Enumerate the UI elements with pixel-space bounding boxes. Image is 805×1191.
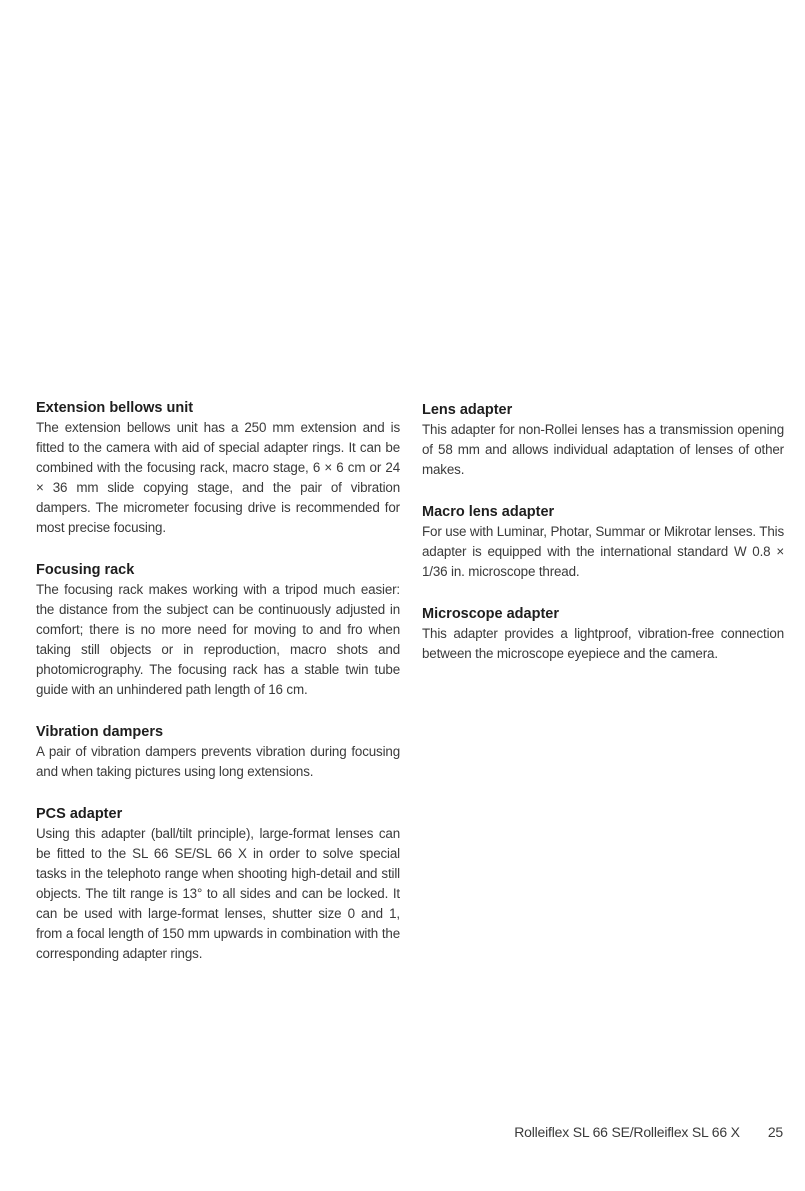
footer-title: Rolleiflex SL 66 SE/Rolleiflex SL 66 X xyxy=(514,1124,740,1140)
right-column xyxy=(422,400,784,686)
section-lens-adapter xyxy=(422,400,784,480)
page-number: 25 xyxy=(767,1124,783,1140)
section-heading: Extension bellows unit xyxy=(36,400,194,416)
section-body: A pair of vibration dampers prevents vibration during focusing and when taking pictures using long extensions. xyxy=(36,744,400,779)
section-body: This adapter provides a lightproof, vibration-free connection between the microscope eyepiece and the camera. xyxy=(422,626,784,661)
section-vibration-dampers xyxy=(36,722,400,782)
section-heading: PCS adapter xyxy=(36,806,123,822)
section-heading: Macro lens adapter xyxy=(422,504,555,520)
section-heading: Lens adapter xyxy=(422,402,513,418)
section-microscope-adapter xyxy=(422,604,784,664)
section-body: For use with Luminar, Photar, Summar or Mikrotar lenses. This adapter is equipped with the international standard W 0.8 × 1/36 in. microscope thread. xyxy=(422,524,784,579)
section-extension-bellows xyxy=(36,398,400,538)
section-heading: Vibration dampers xyxy=(36,724,164,740)
section-body: The focusing rack makes working with a tripod much easier: the distance from the subject can be continuously adjusted in comfort; there is no more need for moving to and fro when taking still objects or in reproduction, macro shots and photomicrography. The focusing rack has a stable twin tube guide with an unhindered path length of 16 cm. xyxy=(36,582,400,697)
section-heading: Focusing rack xyxy=(36,562,135,578)
section-body: This adapter for non-Rollei lenses has a transmission opening of 58 mm and allows individual adaptation of lenses of other makes. xyxy=(422,422,784,477)
section-focusing-rack xyxy=(36,560,400,700)
section-macro-lens-adapter xyxy=(422,502,784,582)
section-body: Using this adapter (ball/tilt principle), large-format lenses can be fitted to the SL 66 SE/SL 66 X in order to solve special tasks in the telephoto range when shooting high-detail and still objects. The tilt range is 13° to all sides and can be locked. It can be used with large-format lenses, shutter size 0 and 1, from a focal length of 150 mm upwards in combination with the corresponding adapter rings. xyxy=(36,826,400,961)
page-footer xyxy=(514,1124,783,1140)
left-column xyxy=(36,398,400,986)
section-body: The extension bellows unit has a 250 mm extension and is fitted to the camera with aid of special adapter rings. It can be combined with the focusing rack, macro stage, 6 × 6 cm or 24 × 36 mm slide copying stage, and the pair of vibration dampers. The micrometer focusing drive is recommended for most precise focusing. xyxy=(36,420,400,535)
section-pcs-adapter xyxy=(36,804,400,964)
section-heading: Microscope adapter xyxy=(422,606,559,622)
